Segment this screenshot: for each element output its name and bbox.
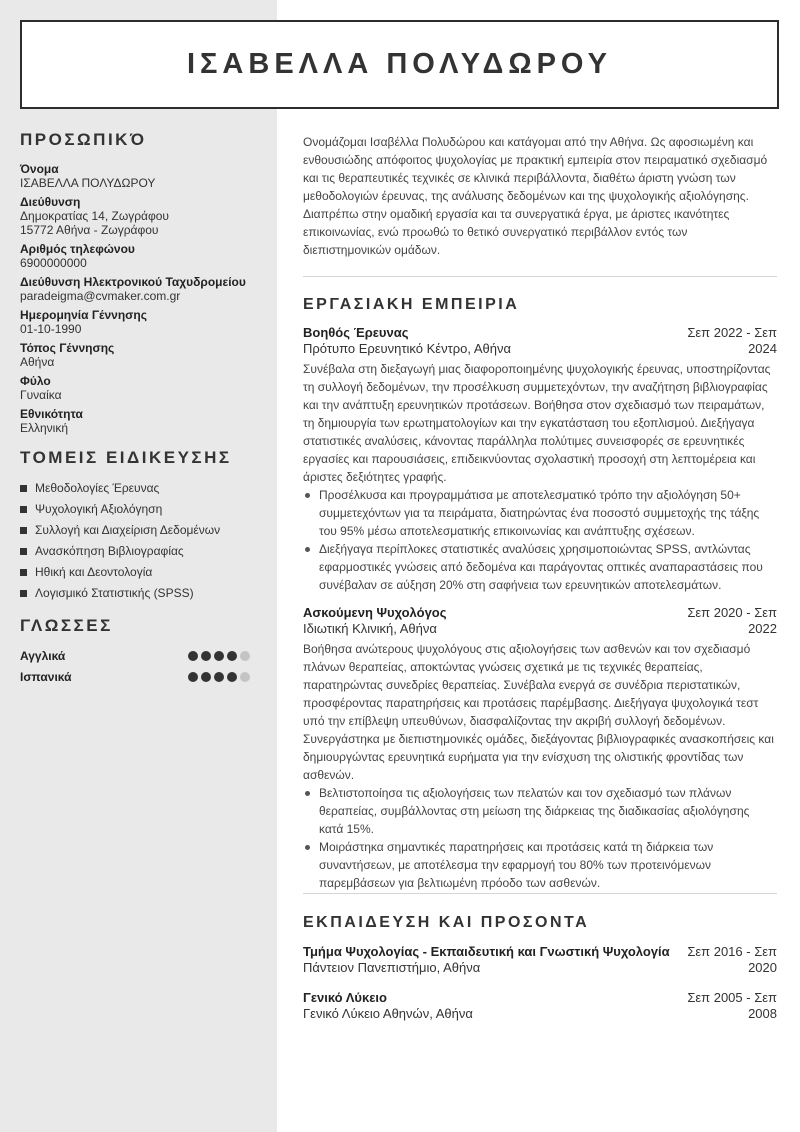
entry-header [303,605,777,637]
main-content [303,133,777,1022]
skill-label: Ψυχολογική Αξιολόγηση [35,502,163,516]
language-name: Ισπανικά [20,670,72,684]
job-organization: Πρότυπο Ερευνητικό Κέντρο, Αθήνα [303,341,511,356]
personal-info [20,162,258,435]
field-label: Φύλο [20,374,51,388]
experience-entry [303,325,777,594]
job-title: Βοηθός Έρευνας [303,325,409,340]
section-divider [303,276,777,277]
level-dot-filled [214,651,224,661]
skills-heading: ΤΟΜΕΙΣ ΕΙΔΙΚΕΥΣΗΣ [20,448,232,467]
field-value: Δημοκρατίας 14, Ζωγράφου [20,209,169,223]
skill-item [20,565,258,579]
level-dot-filled [227,672,237,682]
entry-header [303,990,777,1022]
skill-item [20,544,258,558]
skill-label: Ηθική και Δεοντολογία [35,565,153,579]
skill-label: Λογισμικό Στατιστικής (SPSS) [35,586,194,600]
languages-heading: ΓΛΩΣΣΕΣ [20,616,113,635]
field-label: Αριθμός τηλεφώνου [20,242,135,256]
name-header [20,20,779,109]
skill-label: Μεθοδολογίες Έρευνας [35,481,160,495]
level-dot-filled [227,651,237,661]
entry-titles [303,325,681,357]
level-dot-filled [201,672,211,682]
field-label: Διεύθυνση Ηλεκτρονικού Ταχυδρομείου [20,275,246,289]
skill-item [20,523,258,537]
experience-entry [303,605,777,892]
job-title: Ασκούμενη Ψυχολόγος [303,605,447,620]
education-heading: ΕΚΠΑΙΔΕΥΣΗ ΚΑΙ ΠΡΟΣΟΝΤΑ [303,914,590,931]
field-value: ΙΣΑΒΕΛΛΑ ΠΟΛΥΔΩΡΟΥ [20,176,156,190]
square-bullet-icon [20,527,27,534]
achievement-item: Μοιράστηκα σημαντικές παρατηρήσεις και προτάσεις κατά τη διάρκεια των συναντήσεων, με αποτέλεσμα την εφαρμογή του 80% των προτεινόμενων παρεμβάσεων για βελτιωμένη πρόοδο των ασθενών. [303,838,777,892]
language-name: Αγγλικά [20,649,66,663]
achievement-item: Προσέλκυσα και προγραμμάτισα με αποτελεσματικό τρόπο την αξιολόγηση 50+ συμμετεχόντων για τα πειράματα, διατηρώντας ένα ποσοστό συμμετοχής της τάξης του 95% μέσω αποτελεσματικής επικοινωνίας και ανάπτυξης σχέσεων. [303,486,777,540]
personal-field-gender [20,374,258,402]
job-date: Σεπ 2022 - Σεπ 2024 [687,325,777,356]
languages-list [20,649,258,684]
job-description: Συνέβαλα στη διεξαγωγή μιας διαφοροποιημένης ψυχολογικής έρευνας, υποστηρίζοντας τη συλλογή δεδομένων, την προσέλκυση συμμετεχόντων, την αναζήτηση βιβλιογραφίας και την ανάπτυξη ερευνητικών προτάσεων. Βοήθησα στον σχεδιασμό των πειραμάτων, τη δημιουργία των ερωτηματολογίων και την εγκατάσταση του εξοπλισμού. Διεξήγαγα στατιστικές αναλύσεις, κάνοντας παράλληλα πολύτιμες συνεισφορές σε ερευνητικές εργασίες και παρουσιάσεις, επιδεικνύοντας σχολαστική προσοχή στη λεπτομέρεια και άριστες δεξιότητες γραφής. [303,362,771,484]
job-description: Βοήθησα ανώτερους ψυχολόγους στις αξιολογήσεις των ασθενών και τον σχεδιασμό πλάνων θεραπείας, αποκτώντας γνώσεις σχετικά με τις τεχνικές θεραπείας, παρατηρώντας συνεδρίες θεραπείας. Συνέβαλα ενεργά σε συνέδρια περιστατικών, προσφέροντας παρατηρήσεις και προτάσεις παρέμβασης. Διεξήγαγα ψυχολογικά τεστ υπό την επίβλεψη υπευθύνων, διασφαλίζοντας την ακριβή συλλογή δεδομένων. Συνεργάστηκα με διεπιστημονικές ομάδες, διεξάγοντας βιβλιογραφικές ανασκοπήσεις και δημιουργώντας ερευνητικά ευρήματα για την ενίσχυση της ολιστικής φροντίδας των ασθενών. [303,642,774,782]
personal-field-name [20,162,258,190]
job-achievements [303,784,777,892]
education-date: Σεπ 2016 - Σεπ 2020 [687,944,777,975]
field-value: Γυναίκα [20,388,62,402]
profile-summary: Ονομάζομαι Ισαβέλλα Πολυδώρου και κατάγομαι από την Αθήνα. Ως αφοσιωμένη και ενθουσιώδης απόφοιτος ψυχολογίας με πρακτική εμπειρία στον πειραματικό σχεδιασμό και τις θεραπευτικές τεχνικές σε κλινικά περιβάλλοντα, διαθέτω άριστη γνώση των μεθοδολογιών έρευνας, της ανάλυσης δεδομένων και της ψυχολογικής αξιολόγησης. Διαπρέπω στην ομαδική εργασία και τα συνεργατικά έργα, με άριστες ικανότητες επικοινωνίας, ενώ προωθώ το θετικό συνεργατικό περιβάλλον εντός των διεπιστημονικών ομάδων. [303,135,768,257]
level-dot-filled [188,672,198,682]
degree-title: Τμήμα Ψυχολογίας - Εκπαιδευτική και Γνωστική Ψυχολογία [303,944,670,959]
entry-titles [303,605,681,637]
field-value: 01-10-1990 [20,322,82,336]
field-value: paradeigma@cvmaker.com.gr [20,289,181,303]
skill-label: Ανασκόπηση Βιβλιογραφίας [35,544,184,558]
personal-field-birthplace [20,341,258,369]
language-row [20,670,258,684]
job-date: Σεπ 2020 - Σεπ 2022 [687,605,777,636]
skill-item [20,586,258,600]
square-bullet-icon [20,548,27,555]
field-label: Διεύθυνση [20,195,81,209]
education-entry [303,990,777,1022]
entry-header [303,325,777,357]
square-bullet-icon [20,485,27,492]
square-bullet-icon [20,506,27,513]
entry-titles [303,990,681,1022]
achievement-item: Βελτιστοποίησα τις αξιολογήσεις των πελατών και τον σχεδιασμό των πλάνων θεραπείας, συμβάλλοντας στη μείωση της διάρκειας της διαδικασίας αξιολόγησης κατά 15%. [303,784,777,838]
entry-titles [303,944,681,976]
sidebar [20,130,258,691]
personal-field-nationality [20,407,258,435]
skills-list [20,481,258,600]
education-entry [303,944,777,976]
square-bullet-icon [20,590,27,597]
level-dot-filled [201,651,211,661]
field-value-line2: 15772 Αθήνα - Ζωγράφου [20,223,159,237]
field-label: Τόπος Γέννησης [20,341,115,355]
field-label: Όνομα [20,162,59,176]
skill-label: Συλλογή και Διαχείριση Δεδομένων [35,523,221,537]
degree-title: Γενικό Λύκειο [303,990,387,1005]
experience-heading: ΕΡΓΑΣΙΑΚΗ ΕΜΠΕΙΡΙΑ [303,296,520,313]
field-value: Ελληνική [20,421,69,435]
skill-item [20,481,258,495]
level-dot-empty [240,672,250,682]
language-row [20,649,258,663]
entry-header [303,944,777,976]
field-value: 6900000000 [20,256,87,270]
field-label: Ημερομηνία Γέννησης [20,308,147,322]
achievement-item: Διεξήγαγα περίπλοκες στατιστικές αναλύσεις χρησιμοποιώντας SPSS, αντλώντας εφαρμοστικές γνώσεις από δεδομένα και παράγοντας οπτικές αναπαραστάσεις που συνέβαλαν σε αύξηση 20% στη σαφήνεια των ερευνητικών αποτελεσμάτων. [303,540,777,594]
personal-heading: ΠΡΟΣΩΠΙΚΌ [20,130,147,149]
school-name: Πάντειον Πανεπιστήμιο, Αθήνα [303,960,481,975]
square-bullet-icon [20,569,27,576]
personal-field-email [20,275,258,303]
personal-field-birthdate [20,308,258,336]
field-label: Εθνικότητα [20,407,83,421]
level-dot-empty [240,651,250,661]
field-value: Αθήνα [20,355,55,369]
job-organization: Ιδιωτική Κλινική, Αθήνα [303,621,437,636]
school-name: Γενικό Λύκειο Αθηνών, Αθήνα [303,1006,473,1021]
skill-item [20,502,258,516]
language-level-dots [188,651,258,661]
education-date: Σεπ 2005 - Σεπ 2008 [687,990,777,1021]
level-dot-filled [214,672,224,682]
candidate-name: ΙΣΑΒΕΛΛΑ ΠΟΛΥΔΩΡΟΥ [186,48,613,80]
section-divider [303,893,777,894]
job-achievements [303,486,777,594]
personal-field-address [20,195,258,237]
level-dot-filled [188,651,198,661]
language-level-dots [188,672,258,682]
personal-field-phone [20,242,258,270]
